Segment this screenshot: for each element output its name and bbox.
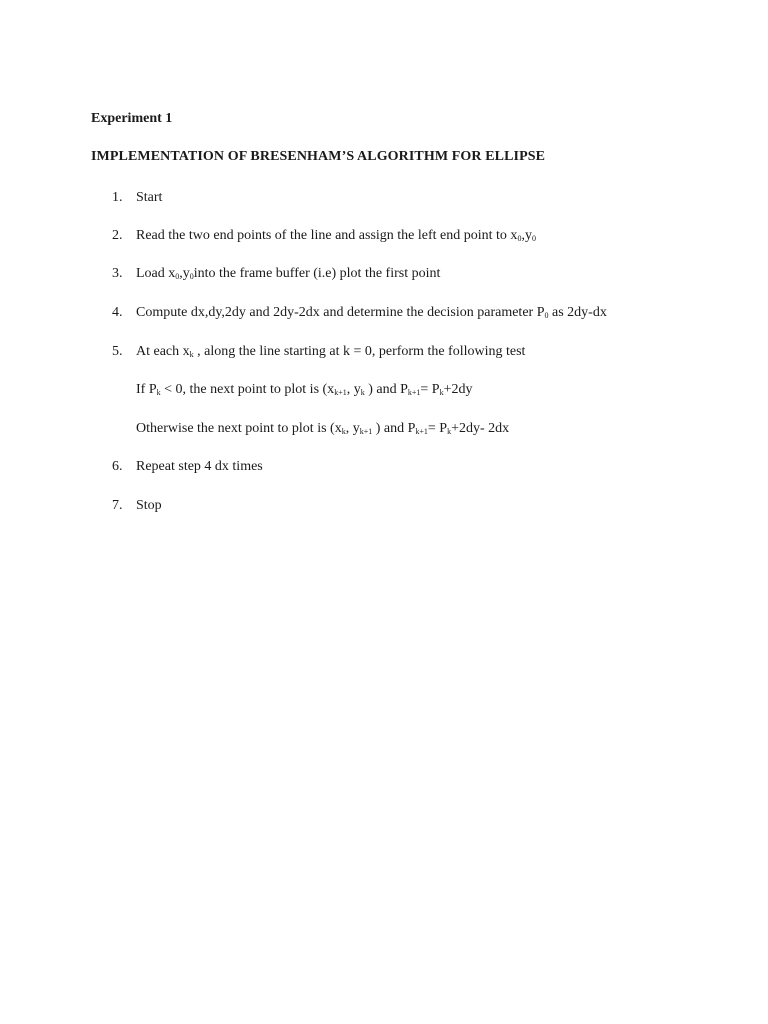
- subscript: k: [341, 427, 346, 436]
- text-run: Start: [136, 190, 163, 205]
- subscript: k: [360, 388, 365, 397]
- text-run: Repeat step 4 dx times: [136, 459, 263, 474]
- subscript: k+1: [334, 388, 347, 397]
- subscript: k: [189, 350, 194, 359]
- subscript: k: [439, 388, 444, 397]
- subscript: 0: [531, 234, 536, 243]
- step-text: [136, 265, 440, 283]
- text-run: , along the line starting at k = 0, perform the following test: [193, 344, 526, 359]
- subscript: 0: [517, 234, 522, 243]
- subscript: k+1: [359, 427, 373, 436]
- step-text: [136, 420, 509, 438]
- text-run: ,y: [179, 266, 190, 281]
- text-run: +2dy: [443, 382, 473, 397]
- step-text: [136, 497, 162, 515]
- subscript: k: [156, 388, 161, 397]
- text-run: ,y: [521, 228, 532, 243]
- text-run: If P: [136, 382, 157, 397]
- text-run: as 2dy-dx: [548, 305, 607, 320]
- subscript: k+1: [415, 427, 428, 436]
- text-run: = P: [420, 382, 440, 397]
- step-text: [136, 381, 472, 399]
- step-number: 3.: [112, 266, 123, 281]
- step-number: 5.: [112, 344, 123, 359]
- step-text: [136, 304, 607, 322]
- step-text: [136, 458, 263, 476]
- text-run: Otherwise the next point to plot is (x: [136, 421, 342, 436]
- step-number: 7.: [112, 498, 123, 513]
- subscript: k+1: [407, 388, 421, 397]
- step-number: 2.: [112, 228, 123, 243]
- subscript: 0: [544, 311, 549, 320]
- subscript: 0: [189, 272, 194, 281]
- text-run: Load x: [136, 266, 176, 281]
- step-text: [136, 189, 162, 207]
- step-text: [136, 227, 536, 245]
- text-run: At each x: [136, 344, 190, 359]
- text-run: Stop: [136, 498, 162, 513]
- step-text: [136, 343, 525, 361]
- text-run: , y: [346, 382, 361, 397]
- document-title: IMPLEMENTATION OF BRESENHAM’S ALGORITHM FOR ELLIPSE: [91, 149, 546, 164]
- text-run: = P: [427, 421, 448, 436]
- text-run: Compute dx,dy,2dy and 2dy-2dx and determine the decision parameter P: [136, 305, 545, 320]
- subscript: 0: [175, 272, 180, 281]
- text-run: < 0, the next point to plot is (x: [160, 382, 335, 397]
- step-number: 1.: [112, 190, 123, 205]
- experiment-heading: Experiment 1: [91, 111, 173, 126]
- text-run: ) and P: [364, 382, 408, 397]
- text-run: +2dy- 2dx: [451, 421, 510, 436]
- subscript: k: [447, 427, 452, 436]
- text-run: , y: [345, 421, 360, 436]
- text-run: into the frame buffer (i.e) plot the first point: [193, 266, 441, 281]
- text-run: Read the two end points of the line and assign the left end point to x: [136, 228, 518, 243]
- text-run: ) and P: [372, 421, 416, 436]
- step-number: 4.: [112, 305, 123, 320]
- step-number: 6.: [112, 459, 123, 474]
